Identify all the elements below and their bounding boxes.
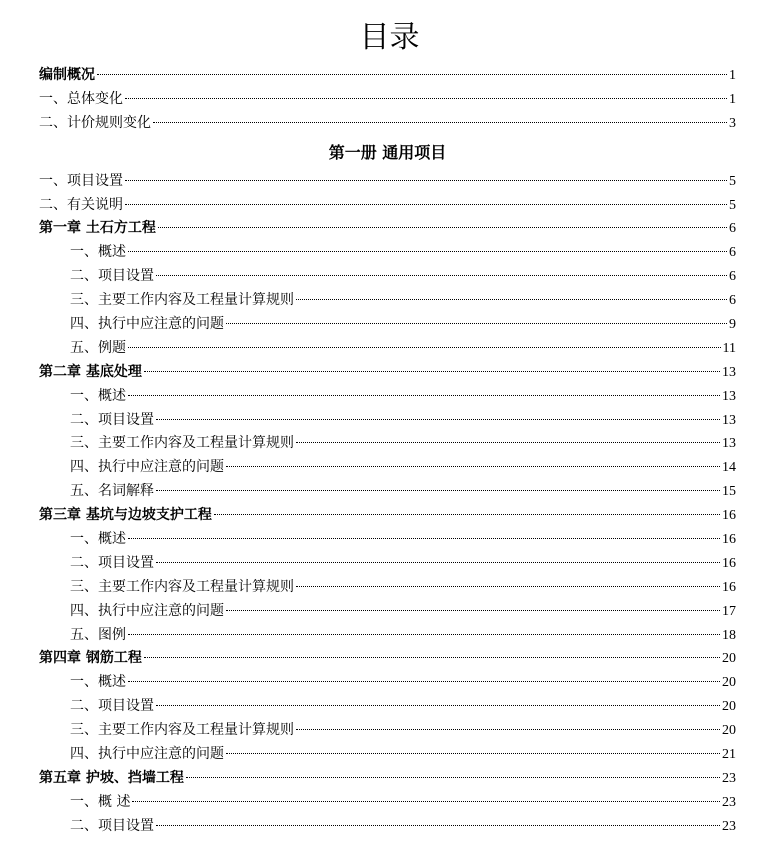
toc-entry-title: 二、项目设置 (70, 268, 154, 285)
toc-entry[interactable] (39, 409, 736, 433)
toc-entry[interactable] (39, 289, 736, 313)
toc-page-number: 16 (722, 579, 736, 595)
toc-entry[interactable] (39, 624, 736, 648)
toc-entry-title: 二、项目设置 (70, 698, 154, 715)
toc-entry[interactable] (39, 719, 736, 743)
toc-page-number: 6 (729, 245, 736, 261)
dot-leader (125, 98, 727, 99)
toc-entry[interactable] (39, 552, 736, 576)
dot-leader (128, 395, 720, 396)
toc-entry-title: 二、有关说明 (39, 196, 123, 213)
dot-leader (186, 777, 720, 778)
toc-page-number: 1 (729, 91, 736, 107)
toc-page-number: 3 (729, 115, 736, 131)
toc-entry-title: 三、主要工作内容及工程量计算规则 (70, 722, 294, 739)
table-of-contents (39, 64, 736, 839)
toc-page-number: 5 (729, 197, 736, 213)
toc-entry-title: 二、项目设置 (70, 554, 154, 571)
dot-leader (153, 122, 727, 123)
toc-page-number: 16 (722, 532, 736, 548)
toc-entry-title: 第一册 通用项目 (328, 142, 447, 162)
toc-page-number: 18 (722, 627, 736, 643)
toc-chapter-entry[interactable] (39, 647, 736, 671)
toc-entry[interactable] (39, 432, 736, 456)
dot-leader (144, 657, 720, 658)
dot-leader (156, 275, 727, 276)
toc-entry-title: 四、执行中应注意的问题 (70, 746, 224, 763)
dot-leader (296, 729, 720, 730)
toc-entry[interactable] (39, 695, 736, 719)
toc-entry[interactable] (39, 241, 736, 265)
toc-chapter-entry[interactable] (39, 361, 736, 385)
toc-page-number: 20 (722, 651, 736, 667)
toc-entry[interactable] (39, 576, 736, 600)
toc-page-number: 6 (729, 269, 736, 285)
toc-entry[interactable] (39, 385, 736, 409)
page-title: 目录 (359, 20, 420, 55)
toc-page-number: 13 (722, 412, 736, 428)
toc-entry[interactable] (39, 480, 736, 504)
toc-entry-title: 三、主要工作内容及工程量计算规则 (70, 435, 294, 452)
dot-leader (226, 466, 720, 467)
toc-entry-title: 第五章 护坡、挡墙工程 (39, 769, 184, 786)
dot-leader (144, 371, 720, 372)
dot-leader (128, 251, 727, 252)
toc-entry[interactable] (39, 743, 736, 767)
toc-entry-title: 一、概 述 (70, 793, 131, 810)
toc-page-number: 20 (722, 723, 736, 739)
toc-entry-title: 五、例题 (70, 339, 126, 356)
toc-entry-title: 三、主要工作内容及工程量计算规则 (70, 292, 294, 309)
toc-page-number: 20 (722, 699, 736, 715)
toc-entry[interactable] (39, 170, 736, 194)
dot-leader (125, 204, 727, 205)
toc-page-number: 16 (722, 508, 736, 524)
toc-page-number: 5 (729, 173, 736, 189)
toc-page-number: 17 (722, 603, 736, 619)
toc-entry-title: 四、执行中应注意的问题 (70, 316, 224, 333)
dot-leader (296, 442, 720, 443)
toc-entry-title: 编制概况 (39, 67, 95, 83)
toc-page-number: 6 (729, 293, 736, 309)
toc-entry-title: 第三章 基坑与边坡支护工程 (39, 507, 212, 524)
toc-entry-title: 二、项目设置 (70, 817, 154, 834)
toc-page-number: 15 (722, 484, 736, 500)
dot-leader (128, 681, 720, 682)
toc-page-number: 20 (722, 675, 736, 691)
toc-entry[interactable] (39, 194, 736, 218)
toc-entry-title: 第一章 土石方工程 (39, 220, 156, 237)
dot-leader (226, 753, 720, 754)
toc-page-number: 21 (722, 747, 736, 763)
toc-page-number: 16 (722, 555, 736, 571)
toc-page-number: 9 (729, 317, 736, 333)
dot-leader (132, 801, 720, 802)
toc-entry[interactable] (39, 815, 736, 839)
toc-entry-title: 一、项目设置 (39, 172, 123, 189)
dot-leader (226, 323, 727, 324)
toc-entry[interactable] (39, 600, 736, 624)
toc-entry-title: 一、总体变化 (39, 90, 123, 107)
toc-entry[interactable] (39, 265, 736, 289)
toc-entry-title: 第二章 基底处理 (39, 363, 142, 380)
dot-leader (214, 514, 720, 515)
toc-chapter-entry[interactable] (39, 217, 736, 241)
toc-page-number: 11 (722, 340, 736, 356)
toc-entry-title: 五、名词解释 (70, 483, 154, 500)
dot-leader (97, 74, 727, 75)
toc-entry-title: 四、执行中应注意的问题 (70, 602, 224, 619)
toc-page-number: 14 (722, 460, 736, 476)
dot-leader (296, 299, 727, 300)
toc-entry-title: 一、概述 (70, 244, 126, 261)
toc-entry[interactable] (39, 791, 736, 815)
dot-leader (156, 825, 720, 826)
toc-page-number: 13 (722, 364, 736, 380)
toc-page-number: 1 (729, 68, 736, 83)
toc-entry-title: 第四章 钢筋工程 (39, 650, 142, 667)
dot-leader (128, 347, 721, 348)
toc-page-number: 23 (722, 818, 736, 834)
toc-section-heading[interactable] (39, 136, 736, 170)
toc-entry[interactable] (39, 528, 736, 552)
toc-entry[interactable] (39, 313, 736, 337)
dot-leader (128, 634, 720, 635)
toc-entry[interactable] (39, 112, 736, 136)
toc-page-number: 6 (729, 221, 736, 237)
dot-leader (156, 490, 720, 491)
toc-page-number: 13 (722, 436, 736, 452)
toc-page-number: 13 (722, 388, 736, 404)
toc-entry-title: 五、图例 (70, 626, 126, 643)
dot-leader (156, 562, 720, 563)
toc-entry[interactable] (39, 337, 736, 361)
toc-chapter-entry[interactable] (39, 504, 736, 528)
toc-entry-title: 一、概述 (70, 674, 126, 691)
toc-entry-title: 二、项目设置 (70, 411, 154, 428)
toc-page-number: 23 (722, 770, 736, 786)
toc-entry-title: 三、主要工作内容及工程量计算规则 (70, 578, 294, 595)
toc-chapter-entry[interactable] (39, 64, 736, 88)
dot-leader (128, 538, 720, 539)
toc-chapter-entry[interactable] (39, 767, 736, 791)
dot-leader (156, 419, 720, 420)
toc-page-number: 23 (722, 794, 736, 810)
toc-entry-title: 一、概述 (70, 387, 126, 404)
toc-entry-title: 一、概述 (70, 531, 126, 548)
toc-entry[interactable] (39, 456, 736, 480)
toc-entry[interactable] (39, 671, 736, 695)
toc-entry-title: 二、计价规则变化 (39, 114, 151, 131)
toc-entry-title: 四、执行中应注意的问题 (70, 459, 224, 476)
dot-leader (125, 180, 727, 181)
dot-leader (296, 586, 720, 587)
dot-leader (156, 705, 720, 706)
dot-leader (226, 610, 720, 611)
toc-entry[interactable] (39, 88, 736, 112)
dot-leader (158, 227, 727, 228)
